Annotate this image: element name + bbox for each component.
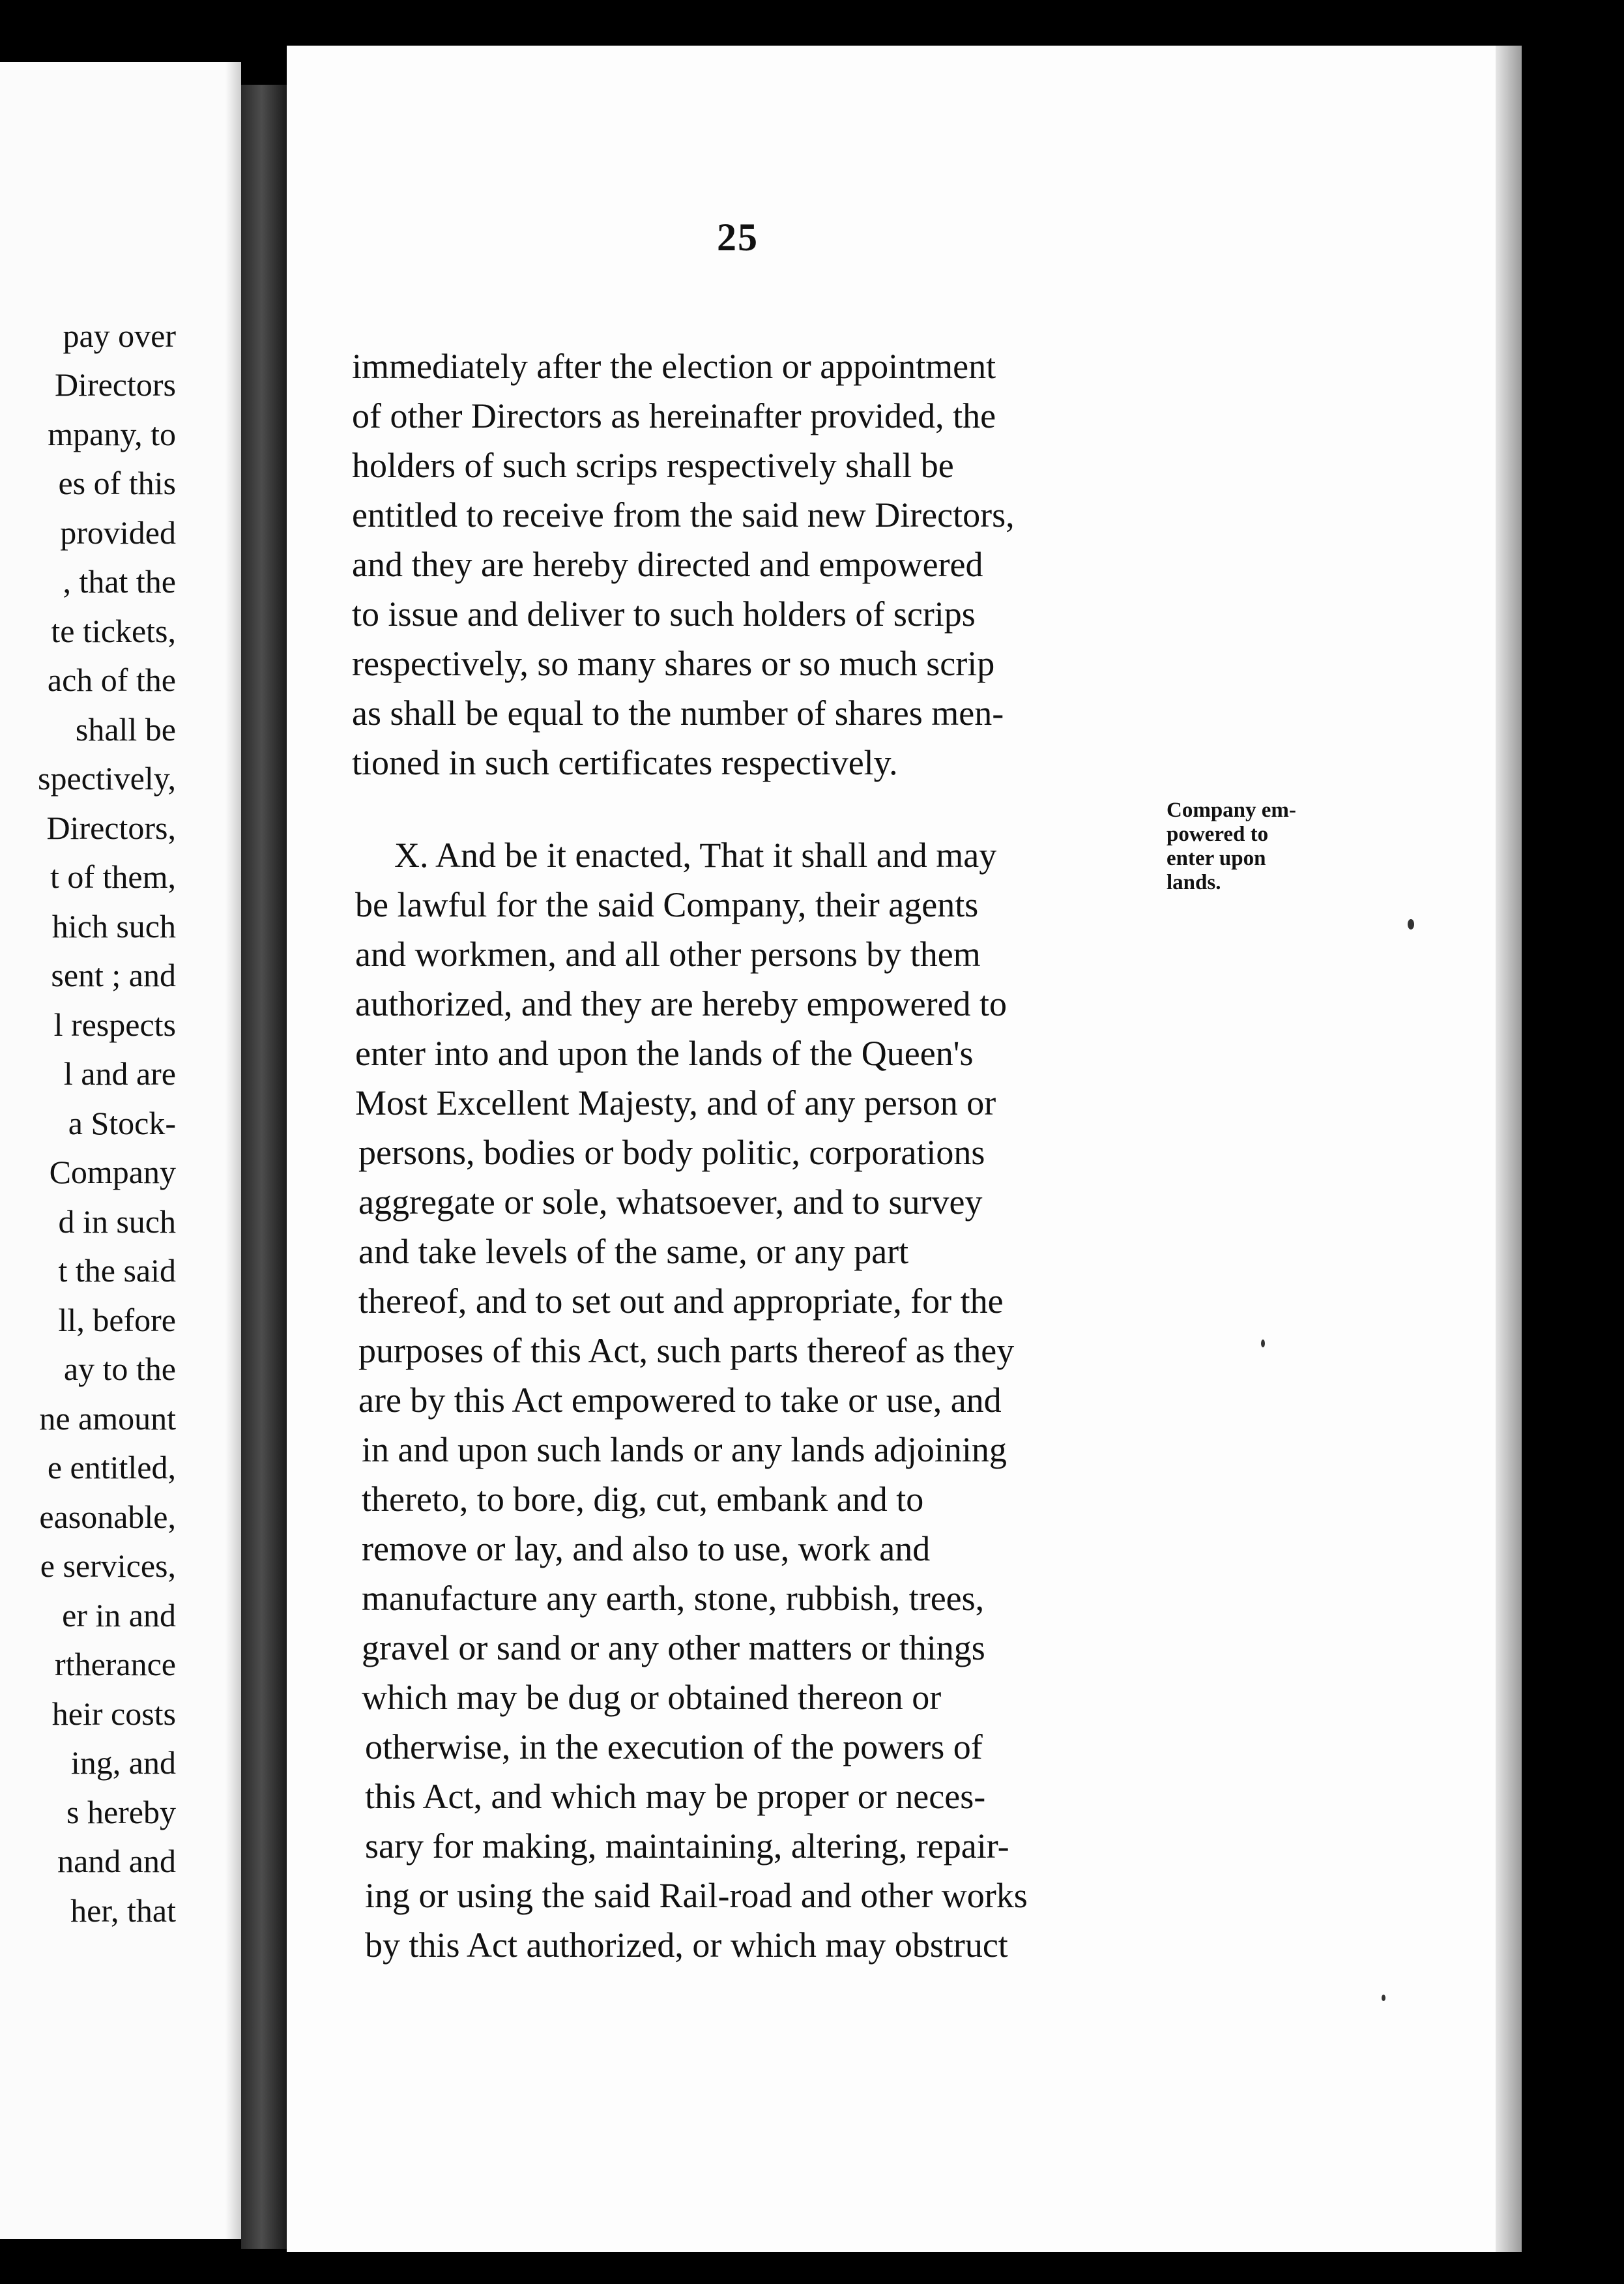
- body-line: immediately after the election or appointment: [352, 347, 996, 386]
- left-line: spectively,: [38, 760, 176, 797]
- body-line: as shall be equal to the number of shares men-: [352, 694, 1004, 733]
- marginal-note-line: lands.: [1167, 871, 1221, 894]
- body-line: remove or lay, and also to use, work and: [362, 1529, 931, 1568]
- left-line: te tickets,: [51, 613, 176, 649]
- body-line: and they are hereby directed and empowered: [352, 545, 983, 584]
- body-line: thereof, and to set out and appropriate, for the: [358, 1281, 1004, 1321]
- body-line: gravel or sand or any other matters or things: [362, 1628, 985, 1667]
- left-page: [0, 62, 241, 2239]
- body-line: this Act, and which may be proper or neces-: [365, 1777, 986, 1816]
- left-line: nand and: [57, 1843, 176, 1879]
- marginal-note-line: enter upon: [1167, 847, 1266, 870]
- left-line: pay over: [63, 317, 176, 354]
- left-line: mpany, to: [48, 416, 176, 452]
- body-line: and workmen, and all other persons by them: [355, 935, 981, 974]
- left-line: sent ; and: [51, 957, 176, 993]
- left-line: Directors: [54, 366, 176, 403]
- marginal-note-line: Company em-: [1167, 798, 1296, 822]
- left-line: l respects: [53, 1006, 176, 1043]
- body-line: manufacture any earth, stone, rubbish, trees,: [362, 1579, 985, 1618]
- body-line: by this Act authorized, or which may obstruct: [365, 1925, 1008, 1965]
- paper-speck: [1261, 1340, 1265, 1347]
- left-line: e entitled,: [47, 1449, 176, 1486]
- right-page: [287, 46, 1522, 2252]
- left-line: s hereby: [66, 1794, 176, 1830]
- left-line: Company: [49, 1154, 176, 1190]
- left-line: ing, and: [70, 1744, 176, 1781]
- marginal-note-line: powered to: [1167, 823, 1269, 846]
- left-line: e services,: [40, 1547, 176, 1584]
- body-line: and take levels of the same, or any part: [358, 1232, 909, 1271]
- body-line: enter into and upon the lands of the Queen's: [355, 1034, 974, 1073]
- body-line: aggregate or sole, whatsoever, and to survey: [358, 1182, 983, 1222]
- left-line: her, that: [70, 1892, 176, 1929]
- left-line: heir costs: [51, 1695, 176, 1732]
- left-line: Directors,: [46, 810, 176, 846]
- body-line: thereto, to bore, dig, cut, embank and to: [362, 1480, 924, 1519]
- page-fold-shadow: [225, 62, 241, 2239]
- left-line: hich such: [51, 908, 176, 944]
- left-line: shall be: [75, 711, 176, 748]
- left-line: t of them,: [50, 858, 176, 895]
- left-line: t the said: [58, 1252, 176, 1289]
- body-line: authorized, and they are hereby empowered to: [355, 984, 1008, 1023]
- body-line: persons, bodies or body politic, corporations: [358, 1133, 985, 1172]
- body-line: holders of such scrips respectively shall be: [352, 446, 954, 485]
- body-line: X. And be it enacted, That it shall and may: [394, 836, 997, 875]
- left-line: easonable,: [39, 1499, 176, 1535]
- body-line: tioned in such certificates respectively.: [352, 743, 898, 782]
- left-line: l and are: [63, 1055, 176, 1092]
- body-line: are by this Act empowered to take or use, and: [358, 1381, 1002, 1420]
- left-line: rtherance: [55, 1646, 176, 1682]
- body-line: in and upon such lands or any lands adjoining: [362, 1430, 1007, 1469]
- left-line: es of this: [58, 465, 176, 501]
- body-line: to issue and deliver to such holders of scrips: [352, 594, 976, 634]
- page-edge-shadow: [1496, 46, 1522, 2252]
- body-line: otherwise, in the execution of the powers of: [365, 1727, 983, 1766]
- left-line: provided: [60, 514, 176, 551]
- marginal-note: [1167, 798, 1303, 895]
- body-line: entitled to receive from the said new Directors,: [352, 495, 1015, 534]
- left-line: ach of the: [47, 662, 176, 698]
- left-line: ay to the: [63, 1351, 176, 1387]
- body-line: sary for making, maintaining, altering, repair-: [365, 1826, 1009, 1866]
- left-line: er in and: [62, 1597, 176, 1633]
- page-number: 25: [717, 216, 759, 259]
- left-line: a Stock-: [68, 1105, 176, 1141]
- left-line: ll, before: [58, 1302, 176, 1338]
- body-line: of other Directors as hereinafter provided, the: [352, 396, 996, 435]
- left-line: , that the: [63, 563, 176, 600]
- paper-speck: [1382, 1995, 1385, 2001]
- paper-speck: [1408, 919, 1414, 930]
- book-gutter: [241, 85, 287, 2249]
- body-line: purposes of this Act, such parts thereof as they: [358, 1331, 1015, 1370]
- left-line: ne amount: [39, 1400, 176, 1437]
- body-line: be lawful for the said Company, their agents: [355, 885, 979, 924]
- body-line: respectively, so many shares or so much scrip: [352, 644, 995, 683]
- body-line: ing or using the said Rail-road and other works: [365, 1876, 1028, 1915]
- left-line: d in such: [58, 1203, 176, 1240]
- body-line: Most Excellent Majesty, and of any person or: [355, 1083, 996, 1122]
- body-line: which may be dug or obtained thereon or: [362, 1678, 942, 1717]
